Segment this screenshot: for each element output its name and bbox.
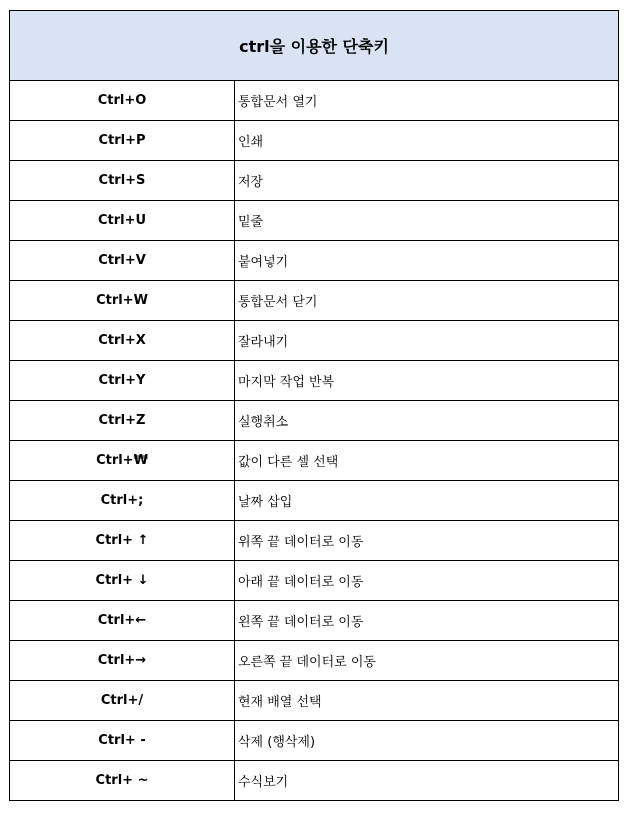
shortcut-key: Ctrl+O — [10, 81, 235, 121]
shortcut-description: 마지막 작업 반복 — [235, 361, 619, 401]
shortcut-key: Ctrl+ ~ — [10, 761, 235, 801]
table-row — [10, 321, 619, 361]
table-row — [10, 561, 619, 601]
shortcut-key: Ctrl+← — [10, 601, 235, 641]
shortcut-description: 인쇄 — [235, 121, 619, 161]
shortcut-key: Ctrl+P — [10, 121, 235, 161]
shortcut-description: 위쪽 끝 데이터로 이동 — [235, 521, 619, 561]
table-row — [10, 201, 619, 241]
shortcut-description: 값이 다른 셀 선택 — [235, 441, 619, 481]
table-row — [10, 81, 619, 121]
shortcut-description: 날짜 삽입 — [235, 481, 619, 521]
table-row — [10, 481, 619, 521]
table-row — [10, 241, 619, 281]
shortcut-key: Ctrl+W — [10, 281, 235, 321]
shortcut-key: Ctrl+; — [10, 481, 235, 521]
shortcut-description: 왼쪽 끝 데이터로 이동 — [235, 601, 619, 641]
shortcut-key: Ctrl+U — [10, 201, 235, 241]
table-row — [10, 441, 619, 481]
shortcut-description: 현재 배열 선택 — [235, 681, 619, 721]
table-row — [10, 281, 619, 321]
shortcut-key: Ctrl+X — [10, 321, 235, 361]
table-row — [10, 641, 619, 681]
shortcut-description: 실행취소 — [235, 401, 619, 441]
table-row — [10, 361, 619, 401]
shortcut-description: 아래 끝 데이터로 이동 — [235, 561, 619, 601]
shortcut-description: 잘라내기 — [235, 321, 619, 361]
shortcut-description: 밑줄 — [235, 201, 619, 241]
table-row — [10, 161, 619, 201]
table-row — [10, 121, 619, 161]
shortcut-key: Ctrl+/ — [10, 681, 235, 721]
shortcut-key: Ctrl+V — [10, 241, 235, 281]
shortcut-description: 수식보기 — [235, 761, 619, 801]
shortcut-description: 통합문서 닫기 — [235, 281, 619, 321]
shortcut-description: 통합문서 열기 — [235, 81, 619, 121]
shortcut-key: Ctrl+ ↑ — [10, 521, 235, 561]
shortcut-description: 오른쪽 끝 데이터로 이동 — [235, 641, 619, 681]
shortcut-description: 저장 — [235, 161, 619, 201]
table-row — [10, 521, 619, 561]
shortcut-table — [9, 10, 619, 801]
table-row — [10, 681, 619, 721]
table-row — [10, 721, 619, 761]
table-row — [10, 601, 619, 641]
shortcut-key: Ctrl+S — [10, 161, 235, 201]
table-row — [10, 761, 619, 801]
shortcut-description: 삭제 (행삭제) — [235, 721, 619, 761]
shortcut-key: Ctrl+→ — [10, 641, 235, 681]
table-row — [10, 401, 619, 441]
shortcut-description: 붙여넣기 — [235, 241, 619, 281]
shortcut-key: Ctrl+₩ — [10, 441, 235, 481]
shortcut-key: Ctrl+ - — [10, 721, 235, 761]
shortcut-key: Ctrl+ ↓ — [10, 561, 235, 601]
shortcut-key: Ctrl+Z — [10, 401, 235, 441]
shortcut-list — [10, 81, 619, 801]
table-title: ctrl을 이용한 단축키 — [10, 11, 619, 81]
shortcut-key: Ctrl+Y — [10, 361, 235, 401]
